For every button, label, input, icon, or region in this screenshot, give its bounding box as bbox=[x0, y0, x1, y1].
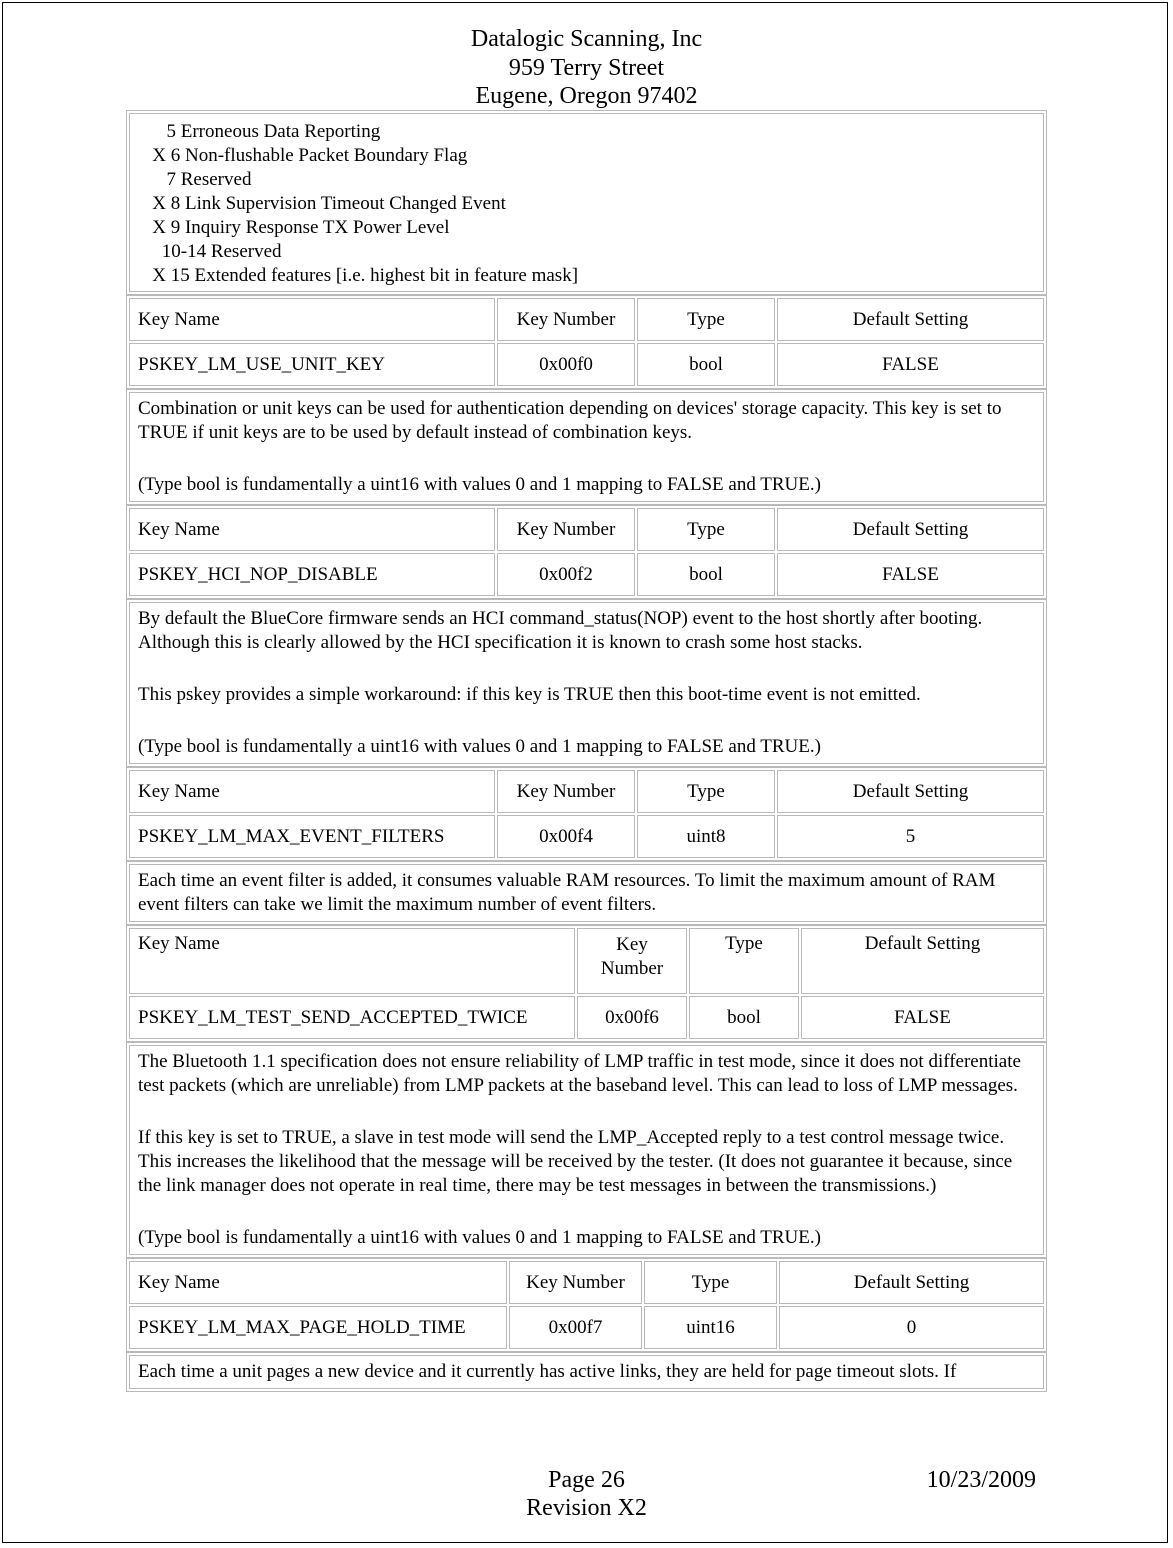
description-paragraph: This pskey provides a simple workaround: if this key is TRUE then this boot-time event is not emitted. bbox=[138, 684, 921, 705]
col-default-setting: Default Setting bbox=[779, 1261, 1044, 1304]
col-type: Type bbox=[644, 1261, 777, 1304]
document-header bbox=[0, 25, 1173, 111]
col-default-setting: Default Setting bbox=[777, 770, 1044, 813]
description-paragraph: (Type bool is fundamentally a uint16 with values 0 and 1 mapping to FALSE and TRUE.) bbox=[138, 736, 821, 757]
feature-bit-line: X 6 Non-flushable Packet Boundary Flag bbox=[138, 145, 468, 166]
table-header-row bbox=[129, 1261, 1044, 1304]
feature-bit-line: X 9 Inquiry Response TX Power Level bbox=[138, 217, 450, 238]
description-paragraph: The Bluetooth 1.1 specification does not ensure reliability of LMP traffic in test mode, since it does not differentiate test packets (which are unreliable) from LMP packets at the baseband level. This can lead to loss of LMP messages. bbox=[138, 1051, 1021, 1096]
company-name: Datalogic Scanning, Inc bbox=[470, 26, 703, 52]
table-row bbox=[129, 1306, 1044, 1349]
col-type: Type bbox=[637, 770, 775, 813]
description-paragraph: Combination or unit keys can be used for authentication depending on devices' storage capacity. This key is set to TRUE if unit keys are to be used by default instead of combination keys. bbox=[138, 398, 1002, 443]
col-key-name: Key Name bbox=[129, 770, 495, 813]
key-default: FALSE bbox=[801, 996, 1044, 1039]
key-default: 0 bbox=[779, 1306, 1044, 1349]
key-default: 5 bbox=[777, 815, 1044, 858]
description-table bbox=[126, 389, 1047, 505]
description-paragraph: Each time an event filter is added, it consumes valuable RAM resources. To limit the maximum amount of RAM event filters can take we limit the maximum number of event filters. bbox=[138, 870, 996, 915]
key-description bbox=[129, 1045, 1044, 1255]
table-header-row bbox=[129, 298, 1044, 341]
feature-bits-table bbox=[126, 110, 1047, 295]
pskey-table bbox=[126, 767, 1047, 861]
col-key-number: Key Number bbox=[497, 508, 635, 551]
key-number: 0x00f0 bbox=[497, 343, 635, 386]
feature-bit-line: X 8 Link Supervision Timeout Changed Event bbox=[138, 193, 506, 214]
table-row bbox=[129, 815, 1044, 858]
description-table bbox=[126, 861, 1047, 925]
feature-bit-line: 10-14 Reserved bbox=[138, 241, 282, 262]
col-default-setting: Default Setting bbox=[777, 508, 1044, 551]
key-number: 0x00f2 bbox=[497, 553, 635, 596]
key-name: PSKEY_LM_TEST_SEND_ACCEPTED_TWICE bbox=[129, 996, 575, 1039]
key-description bbox=[129, 602, 1044, 764]
key-type: uint16 bbox=[644, 1306, 777, 1349]
company-city: Eugene, Oregon 97402 bbox=[475, 83, 698, 109]
col-key-name: Key Name bbox=[129, 508, 495, 551]
key-type: uint8 bbox=[637, 815, 775, 858]
feature-bit-line: X 15 Extended features [i.e. highest bit in feature mask] bbox=[138, 265, 579, 286]
col-type: Type bbox=[637, 508, 775, 551]
key-number: 0x00f6 bbox=[577, 996, 687, 1039]
key-default: FALSE bbox=[777, 343, 1044, 386]
table-row bbox=[129, 996, 1044, 1039]
key-type: bool bbox=[637, 553, 775, 596]
table-header-row bbox=[129, 928, 1044, 994]
description-paragraph: If this key is set to TRUE, a slave in test mode will send the LMP_Accepted reply to a test control message twice. This increases the likelihood that the message will be received by the tester. (It does not guarantee it because, since the link manager does not operate in real time, there may be test messages in between the transmissions.) bbox=[138, 1127, 1013, 1196]
key-type: bool bbox=[637, 343, 775, 386]
col-key-name: Key Name bbox=[129, 928, 575, 994]
description-table bbox=[126, 1042, 1047, 1258]
pskey-table bbox=[126, 295, 1047, 389]
pskey-content bbox=[126, 110, 1047, 1392]
col-key-name: Key Name bbox=[129, 1261, 507, 1304]
col-key-name: Key Name bbox=[129, 298, 495, 341]
col-type: Type bbox=[637, 298, 775, 341]
description-paragraph: (Type bool is fundamentally a uint16 with values 0 and 1 mapping to FALSE and TRUE.) bbox=[138, 474, 821, 495]
col-key-number: Key Number bbox=[497, 770, 635, 813]
feature-bit-line: 5 Erroneous Data Reporting bbox=[138, 121, 381, 142]
col-key-number: Key Number bbox=[509, 1261, 642, 1304]
col-type: Type bbox=[689, 928, 799, 994]
description-table bbox=[126, 1352, 1047, 1392]
col-key-number: Key Number bbox=[497, 298, 635, 341]
key-description bbox=[129, 1355, 1044, 1389]
key-description bbox=[129, 392, 1044, 502]
key-number: 0x00f7 bbox=[509, 1306, 642, 1349]
key-name: PSKEY_LM_MAX_PAGE_HOLD_TIME bbox=[129, 1306, 507, 1349]
key-name: PSKEY_LM_USE_UNIT_KEY bbox=[129, 343, 495, 386]
description-paragraph: By default the BlueCore firmware sends an HCI command_status(NOP) event to the host shortly after booting. Although this is clearly allowed by the HCI specification it is known to crash some host stacks. bbox=[138, 608, 983, 653]
key-type: bool bbox=[689, 996, 799, 1039]
company-street: 959 Terry Street bbox=[508, 54, 665, 81]
pskey-table bbox=[126, 505, 1047, 599]
description-paragraph: (Type bool is fundamentally a uint16 with values 0 and 1 mapping to FALSE and TRUE.) bbox=[138, 1227, 821, 1248]
table-header-row bbox=[129, 770, 1044, 813]
col-key-number: Key Number bbox=[577, 928, 687, 994]
revision: Revision X2 bbox=[526, 1495, 647, 1521]
feature-bits-cell bbox=[129, 113, 1044, 292]
description-paragraph: Each time a unit pages a new device and it currently has active links, they are held for page timeout slots. If bbox=[138, 1361, 957, 1382]
pskey-table bbox=[126, 1258, 1047, 1352]
feature-bit-line: 7 Reserved bbox=[138, 169, 252, 190]
pskey-table bbox=[126, 925, 1047, 1042]
col-default-setting: Default Setting bbox=[801, 928, 1044, 994]
page-number: Page 26 bbox=[548, 1467, 625, 1493]
footer-date: 10/23/2009 bbox=[926, 1467, 1036, 1493]
key-description bbox=[129, 864, 1044, 922]
description-table bbox=[126, 599, 1047, 767]
col-default-setting: Default Setting bbox=[777, 298, 1044, 341]
table-row bbox=[129, 553, 1044, 596]
key-name: PSKEY_LM_MAX_EVENT_FILTERS bbox=[129, 815, 495, 858]
key-default: FALSE bbox=[777, 553, 1044, 596]
table-row bbox=[129, 343, 1044, 386]
key-number: 0x00f4 bbox=[497, 815, 635, 858]
table-header-row bbox=[129, 508, 1044, 551]
key-name: PSKEY_HCI_NOP_DISABLE bbox=[129, 553, 495, 596]
